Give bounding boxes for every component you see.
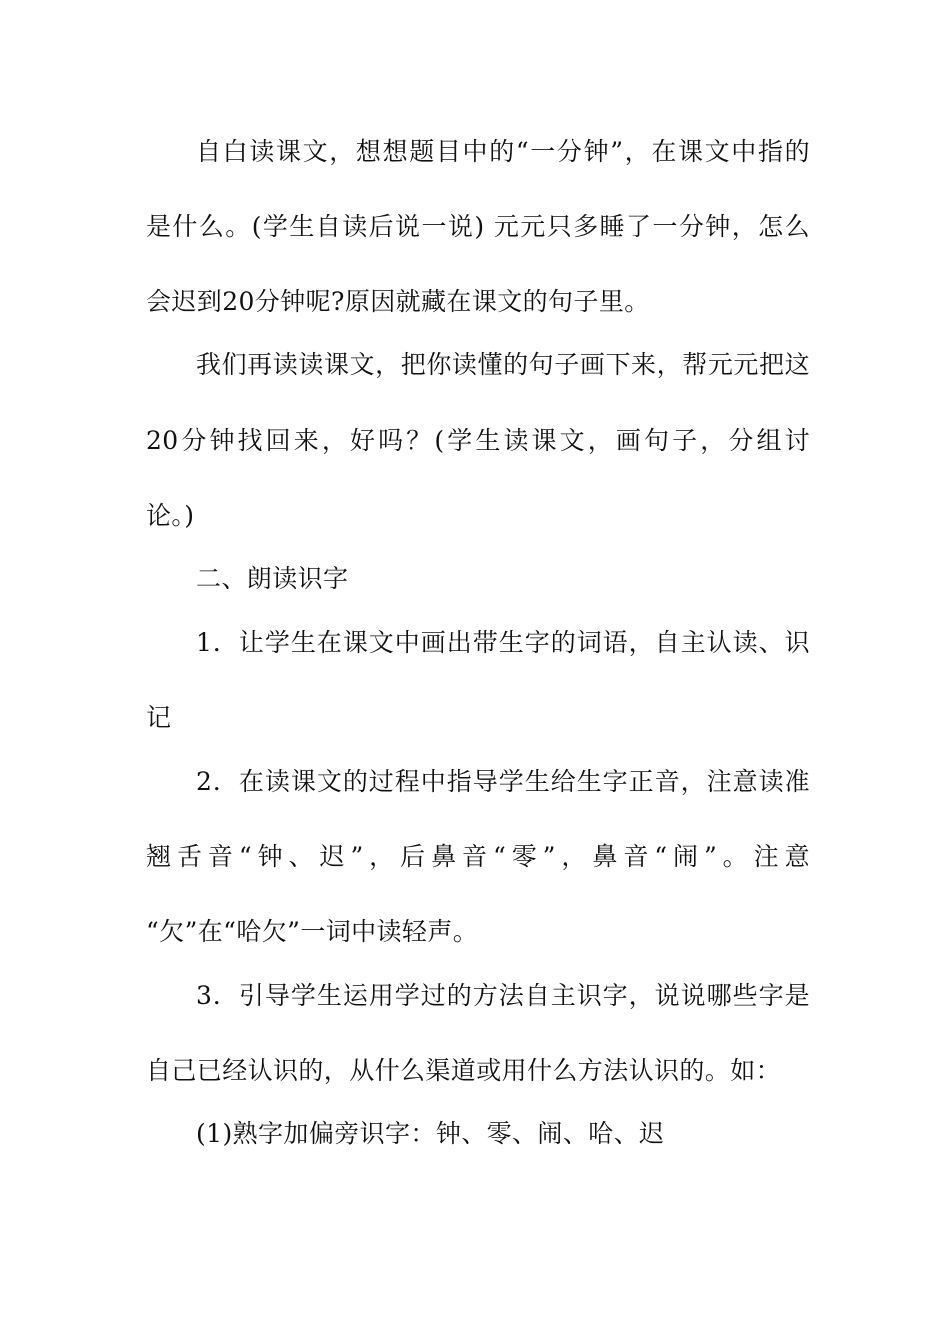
paragraph-line: 是什么。(学生自读后说一说) 元元只多睡了一分钟，怎么 xyxy=(146,212,810,241)
paragraph-line: 论。) xyxy=(146,501,195,530)
list-item-line: 2．在读课文的过程中指导学生给生字正音，注意读准 xyxy=(196,767,810,796)
paragraph-line: 会迟到20分钟呢?原因就藏在课文的句子里。 xyxy=(146,287,650,316)
paragraph-line: 我们再读读课文，把你读懂的句子画下来，帮元元把这 xyxy=(196,350,810,379)
paragraph-line: 自白读课文，想想题目中的“一分钟”，在课文中指的 xyxy=(196,137,810,166)
list-item-line: 3．引导学生运用学过的方法自主识字，说说哪些字是 xyxy=(196,981,810,1010)
list-item-line: “欠”在“哈欠”一词中读轻声。 xyxy=(146,917,479,946)
sub-list-item-line: (1)熟字加偏旁识字：钟、零、闹、哈、迟 xyxy=(196,1119,665,1148)
section-heading: 二、朗读识字 xyxy=(196,564,349,593)
list-item-line: 记 xyxy=(146,703,172,732)
list-item-line: 自己已经认识的，从什么渠道或用什么方法认识的。如： xyxy=(146,1056,782,1085)
list-item-line: 翘舌音“钟、迟”，后鼻音“零”，鼻音“闹”。注意 xyxy=(146,842,810,871)
list-item-line: 1．让学生在课文中画出带生字的词语，自主认读、识 xyxy=(196,628,810,657)
paragraph-line: 20分钟找回来，好吗？(学生读课文，画句子，分组讨 xyxy=(146,426,810,455)
